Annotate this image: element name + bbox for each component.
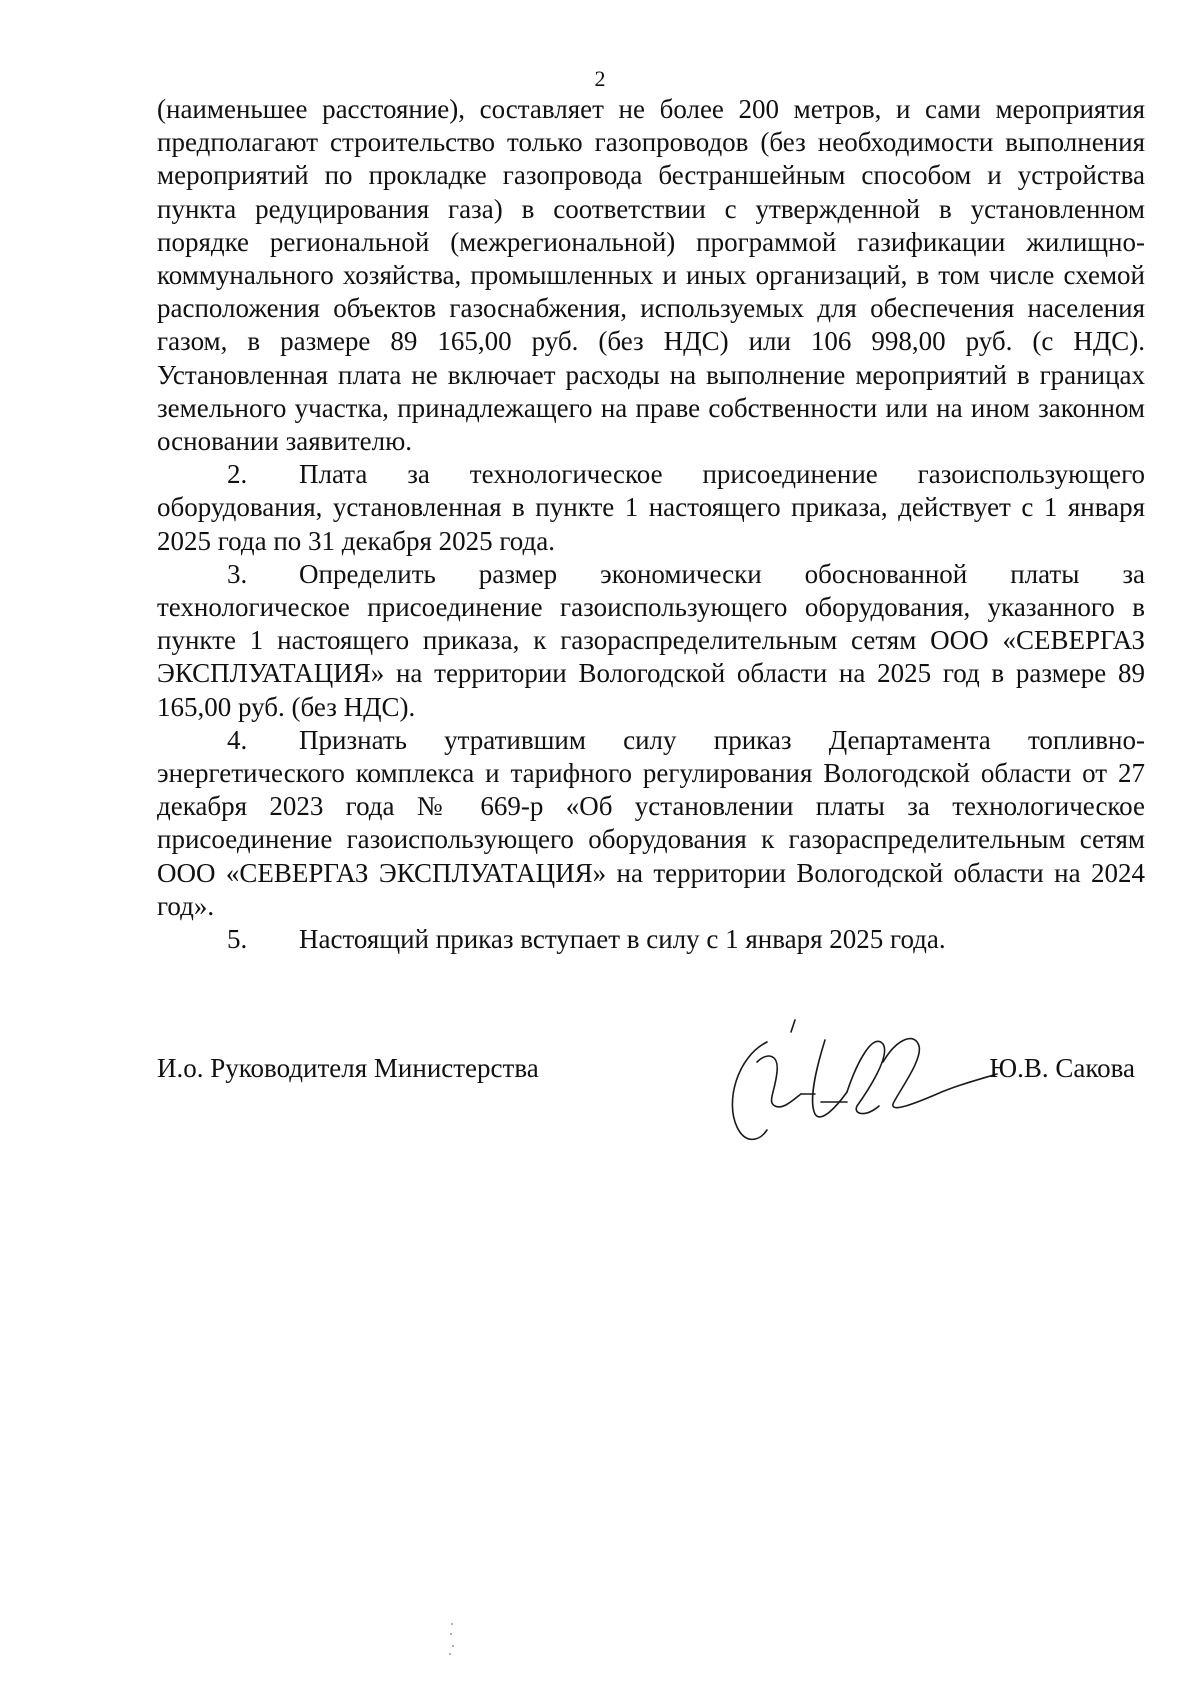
paragraph-number: 5.: [227, 924, 248, 955]
signature-block: [157, 1052, 1145, 1162]
paragraph-number: 3.: [227, 558, 248, 589]
paragraph-item-2: [157, 458, 1145, 558]
document-body: [157, 93, 1145, 956]
paragraph-item-3: [157, 558, 1145, 724]
paragraph-text: Определить размер экономически обоснованной платы за технологическое присоединение газоиспользующего оборудования, указанного в пункте 1 настоящего приказа, к газораспределительным сетям ООО «СЕВЕРГАЗ ЭКСПЛУАТАЦИЯ» на территории Вологодской области на 2025 год в размере 89 165,00 руб. (без НДС).: [157, 558, 1145, 722]
paragraph-text: Плата за технологическое присоединение газоиспользующего оборудования, установленная в пункте 1 настоящего приказа, действует с 1 января 2025 года по 31 декабря 2025 года.: [157, 459, 1145, 556]
signatory-role: И.о. Руководителя Министерства: [157, 1053, 539, 1083]
handwritten-signature: [697, 1002, 1017, 1162]
paragraph-number: 4.: [227, 724, 248, 755]
paragraph-number: 2.: [227, 459, 248, 490]
paragraph-text: Признать утратившим силу приказ Департамента топливно-энергетического комплекса и тарифного регулирования Вологодской области от 27 декабря 2023 года № 669-р «Об установлении платы за технологическое присоединение газоиспользующего оборудования к газораспределительным сетям ООО «СЕВЕРГАЗ ЭКСПЛУАТАЦИЯ» на территории Вологодской области на 2024 год».: [157, 724, 1145, 921]
paragraph-item-4: [157, 724, 1145, 923]
scan-artifact-marks: [442, 1620, 462, 1660]
paragraph-continuation: (наименьшее расстояние), составляет не более 200 метров, и сами мероприятия предполагают строительство только газопроводов (без необходимости выполнения мероприятий по прокладке газопровода бестраншейным способом и устройства пункта редуцирования газа) в соответствии с утвержденной в установленном порядке региональной (межрегиональной) программой газификации жилищно-коммунального хозяйства, промышленных и иных организаций, в том числе схемой расположения объектов газоснабжения, используемых для обеспечения населения газом, в размере 89 165,00 руб. (без НДС) или 106 998,00 руб. (с НДС). Установленная плата не включает расходы на выполнение мероприятий в границах земельного участка, принадлежащего на праве собственности или на ином законном основании заявителю.: [157, 94, 1145, 457]
signatory-name: Ю.В. Сакова: [989, 1053, 1135, 1083]
paragraph-text: Настоящий приказ вступает в силу с 1 января 2025 года.: [299, 924, 946, 955]
page-number: 2: [594, 66, 606, 91]
paragraph-item-5: [157, 923, 1145, 956]
